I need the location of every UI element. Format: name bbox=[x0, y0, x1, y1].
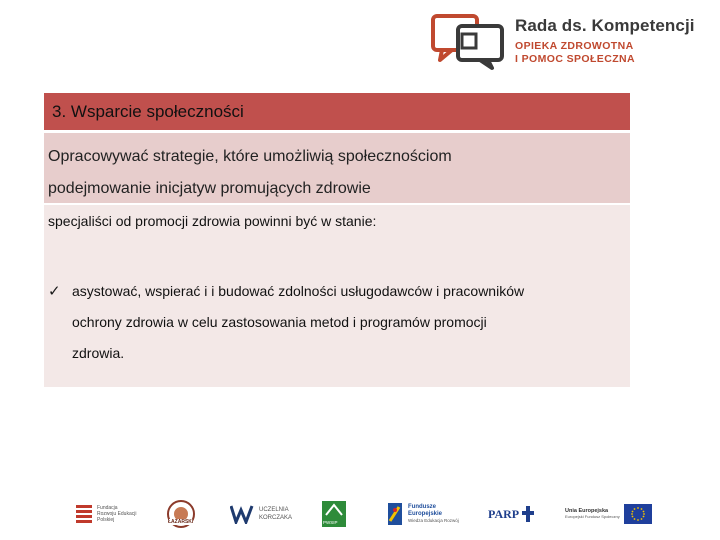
subheading-line-2: podejmowanie inicjatyw promujących zdrowie bbox=[48, 180, 371, 197]
fundusze-europejskie-logo: Fundusze Europejskie Wiedza Edukacja Rozwój bbox=[387, 499, 459, 529]
uczelnia-korczaka-logo: UCZELNIA KORCZAKA bbox=[230, 499, 292, 529]
bullet-text bbox=[72, 276, 524, 369]
fundusze-icon bbox=[387, 501, 405, 527]
lazarski-logo: ŁAZARSKI bbox=[165, 499, 197, 529]
pwsip-icon bbox=[322, 501, 346, 519]
speech-bubbles-icon bbox=[430, 12, 508, 72]
brand-subtitle-1: OPIEKA ZDROWOTNA bbox=[515, 40, 634, 52]
pwsip-logo: PWSIP bbox=[322, 499, 346, 529]
footer-logos bbox=[0, 495, 720, 535]
table-body-row bbox=[44, 205, 630, 387]
bullet-line-3: zdrowia. bbox=[72, 345, 125, 361]
intro-text: specjaliści od promocji zdrowia powinni być w stanie: bbox=[48, 213, 377, 229]
parp-logo: PARP bbox=[488, 499, 535, 529]
check-icon: ✓ bbox=[48, 283, 61, 300]
parp-cross-icon bbox=[521, 505, 535, 523]
eu-flag-icon bbox=[624, 504, 652, 524]
rada-logo bbox=[430, 12, 700, 72]
subheading-line-1: Opracowywać strategie, które umożliwią społecznościom bbox=[48, 148, 452, 165]
bullet-line-1: asystować, wspierać i i budować zdolności usługodawców i pracowników bbox=[72, 283, 525, 299]
fundacja-logo: Fundacja Rozwoju Edukacji Polskiej bbox=[74, 499, 136, 529]
brand-subtitle-2: I POMOC SPOŁECZNA bbox=[515, 53, 635, 65]
table-heading-row bbox=[44, 93, 630, 133]
bullet-line-2: ochrony zdrowia w celu zastosowania metod i programów promocji bbox=[72, 314, 487, 330]
unia-europejska-logo: Unia Europejska Europejski Fundusz Społeczny bbox=[565, 499, 652, 529]
table-subheading-row bbox=[44, 133, 630, 205]
fundacja-icon bbox=[74, 503, 94, 525]
korczak-w-icon bbox=[230, 504, 256, 524]
brand-name: Rada ds. Kompetencji bbox=[515, 16, 695, 35]
section-title: 3. Wsparcie społeczności bbox=[52, 101, 244, 121]
list-item bbox=[48, 276, 630, 369]
content-table bbox=[44, 93, 630, 387]
